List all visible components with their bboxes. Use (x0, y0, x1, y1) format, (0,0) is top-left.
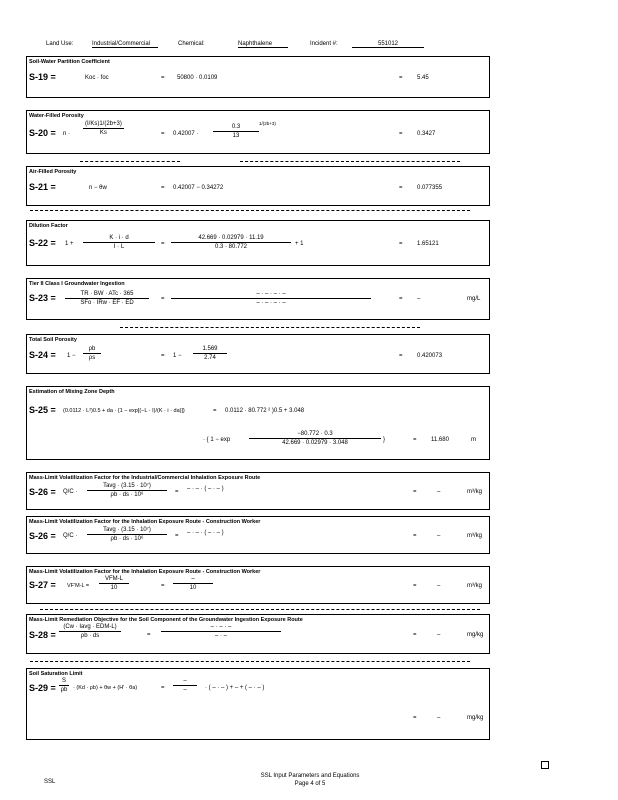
substitution: – · – · ( – · – ) (187, 530, 224, 536)
formula-left: VF'M-L = (67, 583, 90, 589)
denominator: ρb (60, 687, 68, 693)
divider (40, 609, 480, 610)
result-value: 11.680 (431, 437, 449, 443)
result-value: – (437, 715, 441, 721)
substitution-right: · ( – · – ) + – + ( – · – ) (205, 685, 265, 691)
equation-label: S-20 = (29, 128, 56, 138)
equals-sign: = (161, 583, 165, 589)
result-equals: = (413, 632, 417, 638)
denominator: ρb · ds · 10⁶ (110, 536, 144, 542)
section-title: Estimation of Mixing Zone Depth (29, 389, 115, 395)
substitution-fraction (193, 346, 227, 361)
section-title: Air-Filled Porosity (29, 169, 77, 175)
equation-label: S-22 = (29, 238, 56, 248)
section-s24 (26, 334, 490, 374)
section-s21 (26, 166, 490, 206)
result-unit: m³/kg (467, 489, 482, 495)
result-equals: = (399, 353, 403, 359)
equation-label: S-26 = (29, 487, 56, 497)
formula-fraction (65, 291, 149, 306)
section-title: Mass-Limit Volatilization Factor for the Inhalation Exposure Route - Construction Worker (29, 569, 261, 575)
formula-fraction (99, 576, 129, 591)
section-s22 (26, 220, 490, 266)
denominator: ρs (88, 355, 96, 361)
equals-sign: = (161, 241, 165, 247)
numerator: TR · BW · ATc · 365 (65, 291, 149, 299)
section-s26-construction (26, 516, 490, 554)
divider (120, 327, 420, 328)
land-use-label: Land Use: (46, 41, 74, 47)
numerator: Tavg · (3.15 · 10⁷) (87, 527, 167, 535)
denominator: ρb · ds (80, 633, 100, 639)
formula-prefix: Q/C · (63, 533, 78, 539)
land-use-value: Industrial/Commercial (92, 41, 158, 48)
section-title: Dilution Factor (29, 223, 68, 229)
denominator: – (183, 687, 187, 693)
formula-fraction (59, 624, 121, 639)
divider (80, 161, 180, 162)
section-s27 (26, 566, 490, 604)
result-equals: = (399, 185, 403, 191)
equals-sign: = (147, 632, 151, 638)
numerator: (Cw · Iavg · EDM-L) (59, 624, 121, 632)
denominator: 2.74 (204, 355, 216, 361)
denominator: 42.669 · 0.02979 · 3.048 (282, 440, 348, 446)
section-title: Mass-Limit Volatilization Factor for the Inhalation Exposure Route - Construction Worker (29, 519, 261, 525)
substitution-left: 1 − (173, 353, 182, 359)
numerator: ρb (83, 346, 101, 354)
footer-title: SSL Input Parameters and Equations (260, 773, 360, 779)
substitution-fraction (173, 576, 213, 591)
section-s28 (26, 614, 490, 654)
result-unit: m (471, 437, 476, 443)
equals-sign: = (213, 408, 217, 414)
formula-fraction (83, 121, 124, 136)
result-equals: = (399, 241, 403, 247)
equation-label: S-25 = (29, 405, 56, 415)
denominator: – · – (214, 633, 227, 639)
substitution-line-1: 0.0112 · 80.772 ² )0.5 + 3.048 (225, 408, 305, 414)
result-unit: mg/L (467, 296, 481, 302)
numerator: – · – · – · – (171, 291, 371, 299)
formula-left: n · (63, 131, 71, 137)
substitution-line-2: · { 1 − exp (203, 437, 231, 443)
substitution-fraction (171, 235, 291, 250)
result-unit: m³/kg (467, 533, 482, 539)
formula: Koc · foc (85, 75, 109, 81)
divider (240, 161, 460, 162)
section-title: Total Soil Porosity (29, 337, 77, 343)
numerator: – (173, 576, 213, 584)
result-equals: = (413, 437, 417, 443)
result-unit: mg/kg (467, 632, 484, 638)
numerator: – (173, 678, 197, 686)
equation-label: S-19 = (29, 72, 56, 82)
incident-label: Incident #: (310, 41, 338, 47)
section-title: Soil Saturation Limit (29, 671, 83, 677)
result-value: – (437, 533, 441, 539)
denominator: 10 (110, 585, 118, 591)
denominator: 0.3 · 80.772 (214, 244, 248, 250)
equals-sign: = (161, 296, 165, 302)
result-equals: = (413, 715, 417, 721)
result-unit: m³/kg (467, 583, 482, 589)
numerator: (I/Ks)1/(2b+3) (85, 121, 122, 127)
equation-label: S-28 = (29, 630, 56, 640)
equals-sign: = (161, 353, 165, 359)
result-value: 0.077355 (417, 185, 443, 191)
numerator: 42.669 · 0.02979 · 11.19 (171, 235, 291, 243)
equals-sign: = (161, 75, 165, 81)
substitution: 50800 · 0.0109 (177, 75, 218, 81)
section-title: Mass-Limit Remediation Objective for the Soil Component of the Groundwater Ingestion Exposure Route (29, 617, 303, 623)
section-s19 (26, 56, 490, 98)
section-s29 (26, 668, 490, 740)
numerator: – · – · – (161, 624, 281, 632)
chemical-label: Chemical: (178, 41, 205, 47)
result-value: 1.65121 (417, 241, 439, 247)
formula-fraction (83, 235, 155, 250)
result-equals: = (399, 296, 403, 302)
substitution-right: + 1 (295, 241, 304, 247)
denominator: ρb · ds · 10⁶ (110, 492, 144, 498)
section-title: Soil-Water Partition Coefficient (29, 59, 110, 65)
formula-fraction (87, 483, 167, 498)
result-value: 0.420073 (417, 353, 443, 359)
result-equals: = (413, 533, 417, 539)
numerator: K · i · d (83, 235, 155, 243)
formula-fraction (83, 346, 101, 361)
result-value: 5.45 (417, 75, 429, 81)
section-s20 (26, 110, 490, 154)
section-title: Mass-Limit Volatilization Factor for the Industrial/Commercial Inhalation Exposure Route (29, 475, 261, 481)
section-title: Water-Filled Porosity (29, 113, 84, 119)
equation-label: S-27 = (29, 580, 56, 590)
result-equals: = (399, 75, 403, 81)
formula: (0.0112 · L²)0.5 + da · {1 − exp[(−L · I)/(K · i · da)]} (63, 408, 185, 414)
section-s25 (26, 386, 490, 460)
equals-sign: = (161, 685, 165, 691)
result-value: 0.3427 (417, 131, 436, 137)
footer-page: Page 4 of 5 (294, 781, 326, 787)
incident-value: 551012 (352, 41, 424, 48)
substitution: – · – · ( – · – ) (187, 486, 224, 492)
substitution-fraction (161, 624, 281, 639)
equals-sign: = (161, 185, 165, 191)
numerator: VFM-L (99, 576, 129, 584)
divider (30, 661, 470, 662)
denominator: SFo · IRw · EF · ED (80, 300, 134, 306)
section-s23 (26, 278, 490, 320)
numerator: 1.569 (193, 346, 227, 354)
numerator: 0.3 (213, 124, 259, 132)
equation-label: S-24 = (29, 350, 56, 360)
formula-left: 1 − (67, 353, 76, 359)
formula-fraction (59, 678, 69, 693)
equals-sign: = (175, 489, 179, 495)
substitution-fraction (173, 678, 197, 693)
numerator: −80.772 · 0.3 (249, 431, 381, 439)
exponent: 1/(2b+3) (259, 121, 276, 126)
result-value: – (437, 632, 441, 638)
result-equals: = (413, 489, 417, 495)
equation-label: S-26 = (29, 531, 56, 541)
equation-label: S-23 = (29, 293, 56, 303)
result-equals: = (399, 131, 403, 137)
substitution: 0.42007 − 0.34272 (173, 185, 224, 191)
substitution-fraction (249, 431, 381, 446)
closing-brace: } (383, 437, 386, 443)
substitution-left: 0.42007 · (173, 131, 199, 137)
denominator: – · – · – · – (256, 300, 286, 306)
numerator: S (59, 678, 69, 686)
denominator: 13 (232, 133, 240, 139)
equals-sign: = (161, 131, 165, 137)
divider (30, 210, 470, 211)
formula-prefix: Q/C · (63, 489, 78, 495)
chemical-value: Naphthalene (238, 41, 288, 48)
formula-fraction (87, 527, 167, 542)
result-unit: mg/kg (467, 715, 484, 721)
formula: n − θw (89, 185, 107, 191)
result-equals: = (413, 583, 417, 589)
footer-left: SSL (44, 779, 56, 785)
denominator: Ks (99, 130, 107, 136)
formula-left: 1 + (65, 241, 74, 247)
numerator: Tavg · (3.15 · 10⁷) (87, 483, 167, 491)
denominator: I · L (113, 244, 125, 250)
section-title: Tier II Class I Groundwater Ingestion (29, 281, 125, 287)
equation-label: S-21 = (29, 182, 56, 192)
denominator: 10 (189, 585, 197, 591)
equation-label: S-29 = (29, 683, 56, 693)
substitution-fraction (213, 124, 259, 139)
substitution-fraction (171, 291, 371, 306)
result-value: – (417, 296, 421, 302)
equals-sign: = (175, 533, 179, 539)
corner-mark (541, 761, 549, 769)
result-value: – (437, 583, 441, 589)
result-value: – (437, 489, 441, 495)
formula-right: · (Kd · ρb) + θw + (H' · θa) (73, 685, 138, 691)
section-s26-industrial (26, 472, 490, 510)
